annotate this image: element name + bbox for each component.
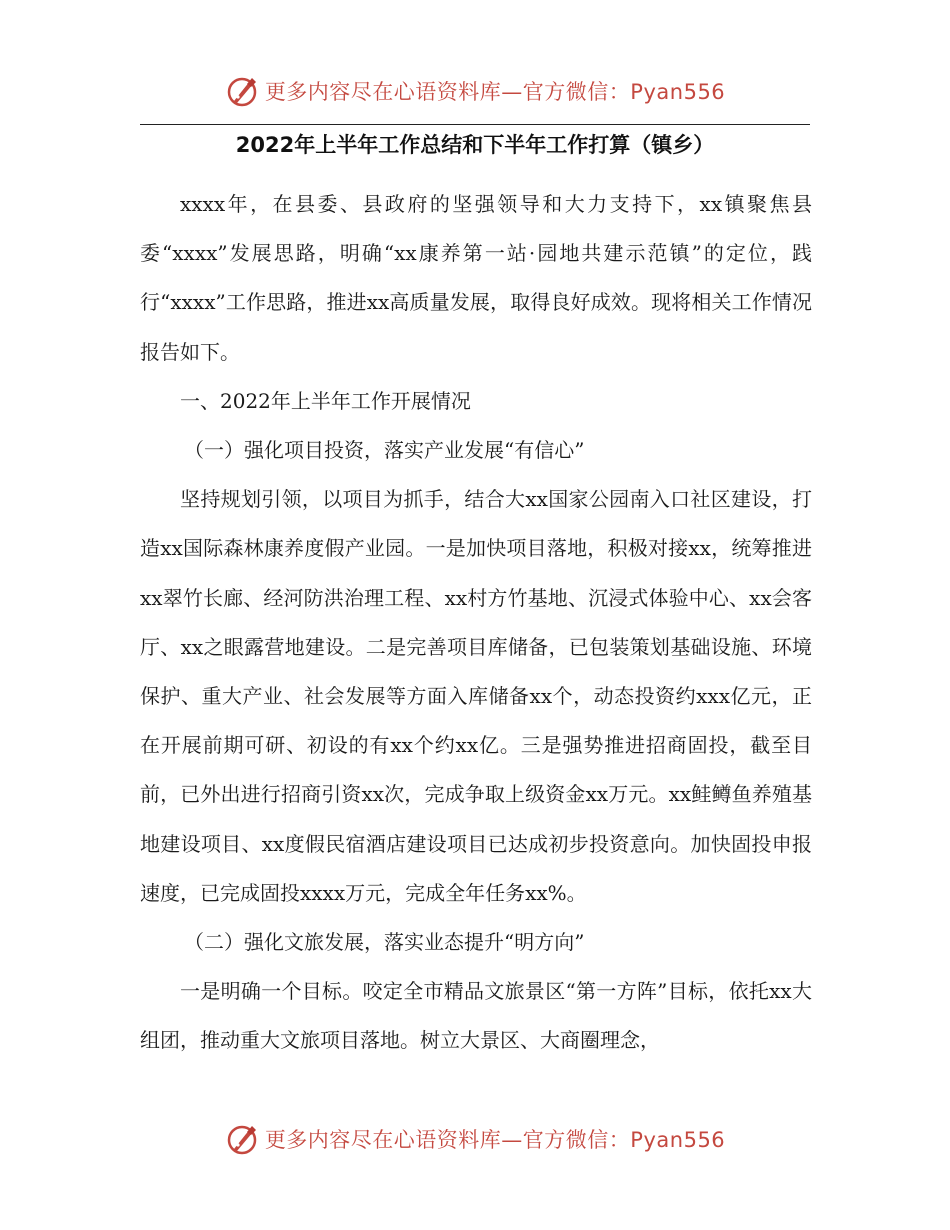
paragraph-projects: 坚持规划引领，以项目为抓手，结合大xx国家公园南入口社区建设，打造xx国际森林康养度假产业园。一是加快项目落地，积极对接xx，统筹推进xx翠竹长廊、经河防洪治理工程、xx村方竹基地、沉浸式体验中心、xx会客厅、xx之眼露营地建设。二是完善项目库储备，已包装策划基础设施、环境保护、重大产业、社会发展等方面入库储备xx个，动态投资约xxx亿元，正在开展前期可研、初设的有xx个约xx亿。三是强势推进招商固投，截至目前，已外出进行招商引资xx次，完成争取上级资金xx万元。xx鲑鳟鱼养殖基地建设项目、xx度假民宿酒店建设项目已达成初步投资意向。加快固投申报速度，已完成固投xxxx万元，完成全年任务xx%。	[140, 487, 812, 905]
paragraph-tourism: 一是明确一个目标。咬定全市精品文旅景区“第一方阵”目标，依托xx大组团，推动重大文旅项目落地。树立大景区、大商圈理念，	[140, 979, 812, 1053]
footer-banner	[0, 1114, 950, 1164]
pen-nib-logo-icon	[225, 1122, 259, 1156]
document-title: 2022年上半年工作总结和下半年工作打算（镇乡）	[235, 133, 715, 157]
header-banner-text: 更多内容尽在心语资料库—官方微信：Pyan556	[264, 80, 726, 104]
footer-banner-text: 更多内容尽在心语资料库—官方微信：Pyan556	[264, 1128, 726, 1152]
header-banner	[0, 66, 950, 116]
pen-nib-logo-icon	[225, 74, 259, 108]
document-body	[140, 180, 812, 1066]
subsection-heading-2: （二）强化文旅发展，落实业态提升“明方向”	[184, 930, 585, 955]
header-divider	[140, 124, 810, 125]
paragraph-intro: xxxx年，在县委、县政府的坚强领导和大力支持下，xx镇聚焦县委“xxxx”发展思路，明确“xx康养第一站·园地共建示范镇”的定位，践行“xxxx”工作思路，推进xx高质量发展，取得良好成效。现将相关工作情况报告如下。	[140, 192, 812, 364]
subsection-heading-1: （一）强化项目投资，落实产业发展“有信心”	[184, 438, 585, 463]
section-heading: 一、2022年上半年工作开展情况	[180, 388, 471, 413]
